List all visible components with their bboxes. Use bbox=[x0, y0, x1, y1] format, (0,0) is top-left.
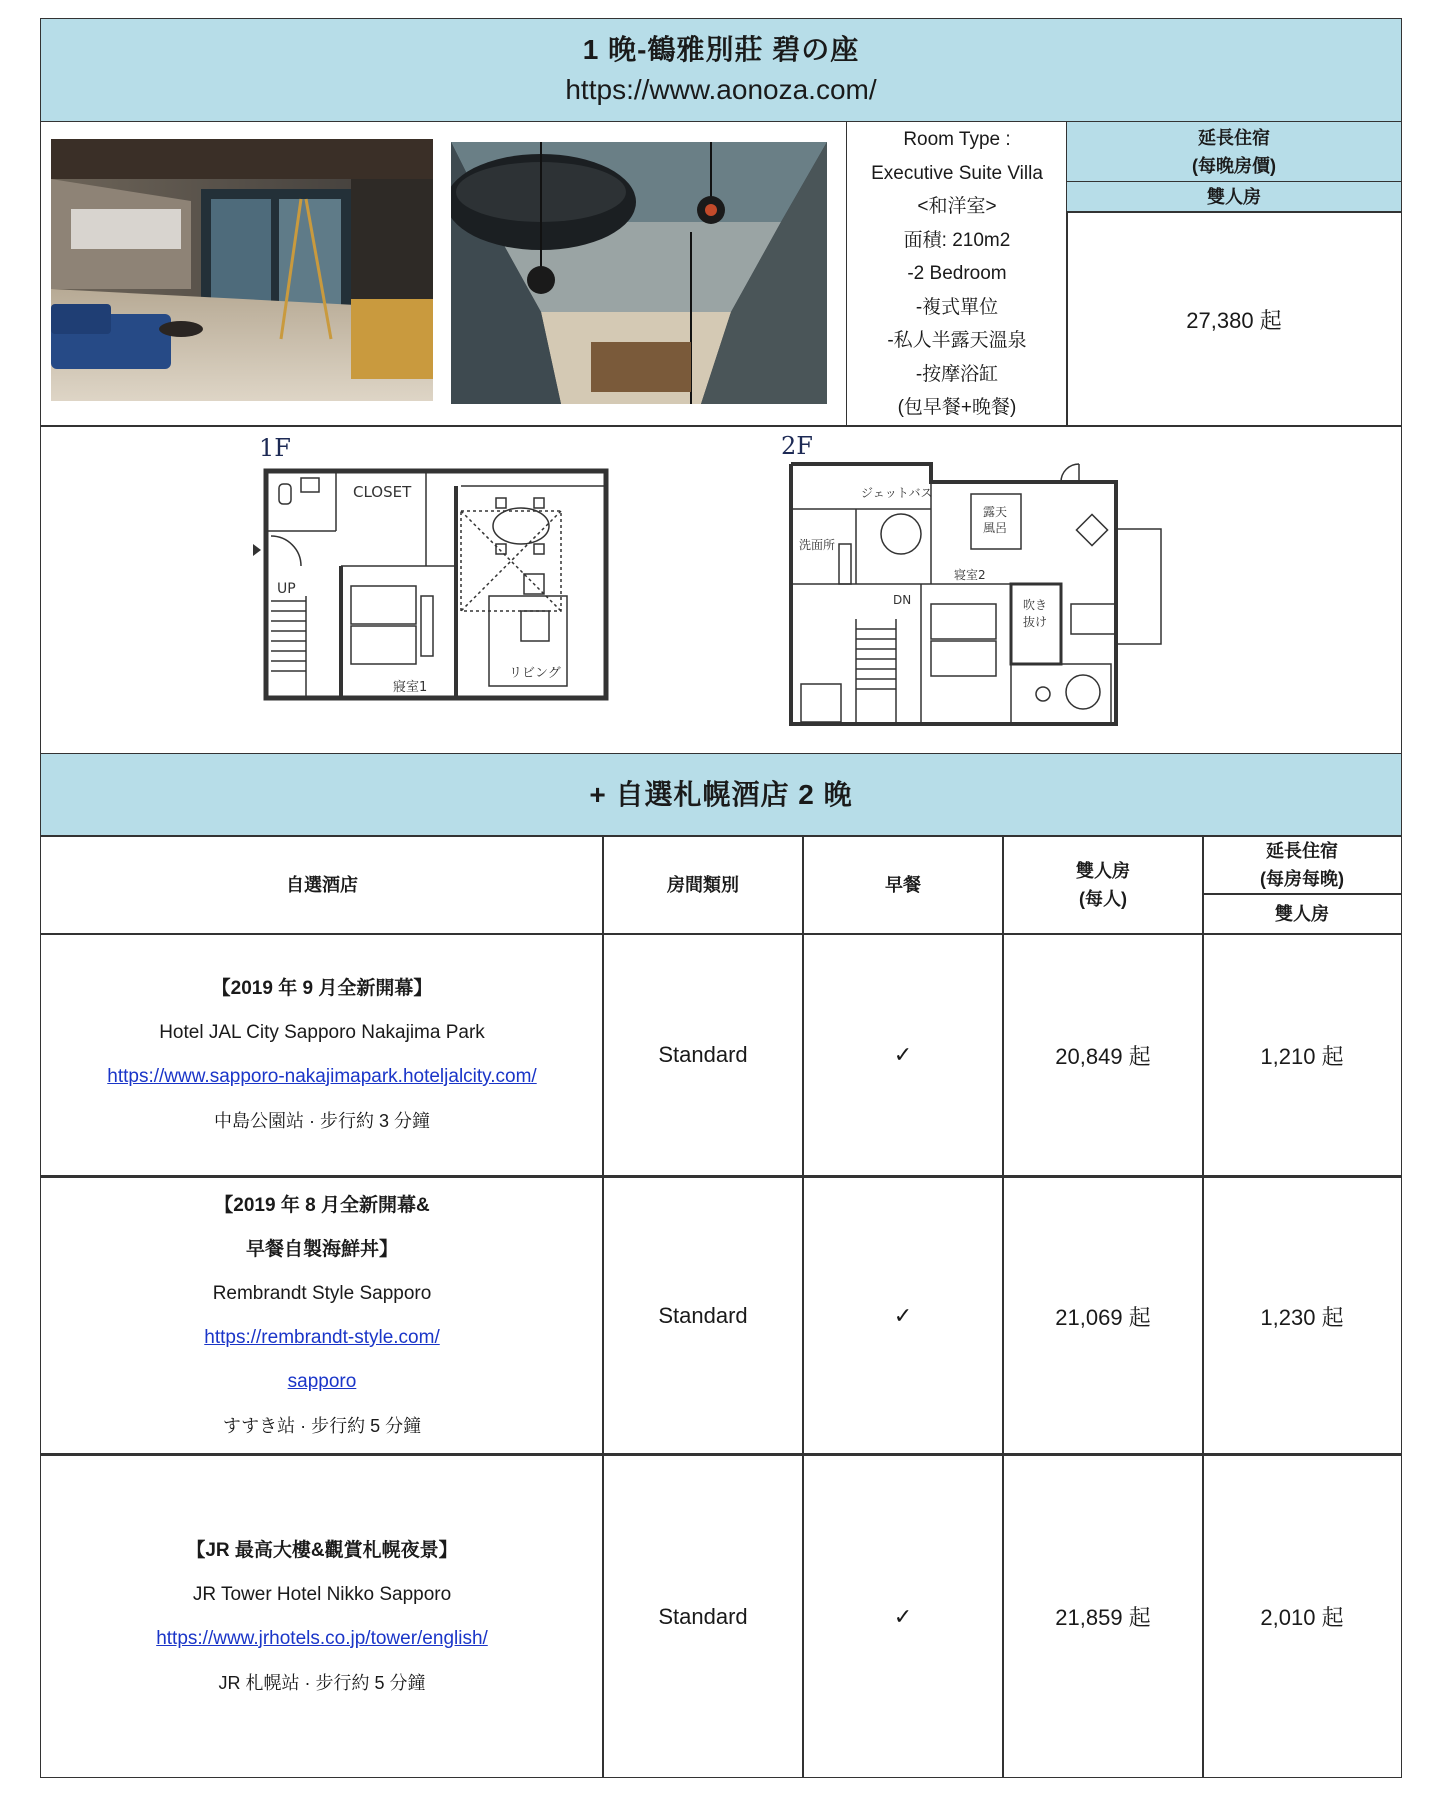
hotel-access: すすき站 · 步行約 5 分鐘 bbox=[222, 1416, 422, 1436]
room-type-value: Standard bbox=[658, 1303, 748, 1328]
extend-price-value: 1,230 起 bbox=[1260, 1304, 1344, 1330]
hotel-tag: 【2019 年 9 月全新開幕】 bbox=[211, 978, 433, 999]
table-row-hotel-cell bbox=[40, 933, 604, 1177]
dn-label: DN bbox=[893, 593, 912, 607]
floor1-label: 1F bbox=[259, 434, 291, 462]
double-room-header bbox=[1066, 181, 1402, 213]
room-info-line: -2 Bedroom bbox=[907, 263, 1007, 285]
room-info-line: Room Type : bbox=[903, 129, 1011, 151]
room-price: 27,380 起 bbox=[1186, 307, 1282, 333]
room-photo-stairwell bbox=[451, 142, 827, 404]
washroom-label: 洗面所 bbox=[799, 538, 836, 552]
void-label-2: 抜け bbox=[1023, 615, 1048, 629]
room-info-cell bbox=[846, 121, 1068, 427]
room-info-line: Executive Suite Villa bbox=[871, 162, 1043, 184]
table-row-extend bbox=[1202, 933, 1402, 1177]
table-row-breakfast bbox=[802, 1175, 1004, 1455]
table-row-hotel-cell bbox=[40, 1453, 604, 1778]
col-header-extend-double-label: 雙人房 bbox=[1275, 904, 1329, 924]
room-info-line: 面積: 210m2 bbox=[903, 229, 1011, 251]
double-room-label: 雙人房 bbox=[1207, 187, 1261, 207]
col-header-per-person-label: (每人) bbox=[1079, 889, 1127, 909]
table-row-extend bbox=[1202, 1175, 1402, 1455]
check-icon: ✓ bbox=[893, 1303, 913, 1328]
price-value: 21,069 起 bbox=[1055, 1304, 1151, 1330]
col-header-hotel bbox=[40, 835, 604, 935]
hotel-url[interactable]: https://www.aonoza.com/ bbox=[565, 74, 877, 105]
floor2-plan bbox=[771, 454, 1201, 734]
jetbath-label: ジェットバス bbox=[861, 486, 933, 500]
room-info-line: <和洋室> bbox=[917, 196, 997, 218]
hotel-name: Rembrandt Style Sapporo bbox=[212, 1283, 432, 1304]
col-header-hotel-label: 自選酒店 bbox=[286, 875, 358, 895]
table-row-room-type bbox=[602, 933, 804, 1177]
room-type-value: Standard bbox=[658, 1603, 748, 1629]
bedroom1-label: 寢室1 bbox=[393, 680, 428, 695]
col-header-extend-label: 延長住宿 bbox=[1266, 841, 1338, 861]
table-row-breakfast bbox=[802, 1453, 1004, 1778]
extend-stay-header bbox=[1066, 121, 1402, 183]
closet-label: CLOSET bbox=[353, 483, 412, 501]
table-row-breakfast bbox=[802, 933, 1004, 1177]
table-row-room-type bbox=[602, 1175, 804, 1455]
col-header-room-type bbox=[602, 835, 804, 935]
check-icon: ✓ bbox=[893, 1042, 913, 1067]
room-photos-cell bbox=[40, 121, 846, 427]
hotel-link[interactable]: sapporo bbox=[287, 1371, 357, 1392]
extend-price-value: 1,210 起 bbox=[1260, 1043, 1344, 1069]
per-night-label: (每晚房價) bbox=[1192, 156, 1276, 176]
price-value: 20,849 起 bbox=[1055, 1043, 1151, 1069]
col-header-double bbox=[1002, 835, 1204, 935]
col-header-extend-double bbox=[1202, 893, 1402, 935]
hotel-access: 中島公園站 · 步行約 3 分鐘 bbox=[213, 1111, 430, 1131]
floor1-plan bbox=[241, 466, 621, 726]
living-label: リビング bbox=[509, 666, 561, 681]
hotel-link[interactable]: https://rembrandt-style.com/ bbox=[204, 1327, 440, 1348]
table-row-hotel-cell bbox=[40, 1175, 604, 1455]
hotel-name: JR Tower Hotel Nikko Sapporo bbox=[192, 1583, 452, 1605]
table-row-extend bbox=[1202, 1453, 1402, 1778]
room-price-cell bbox=[1066, 211, 1402, 427]
hotel-link[interactable]: https://www.jrhotels.co.jp/tower/english/ bbox=[156, 1627, 488, 1649]
floor2-label: 2F bbox=[781, 432, 813, 460]
check-icon: ✓ bbox=[893, 1603, 913, 1629]
extend-price-value: 2,010 起 bbox=[1260, 1605, 1344, 1630]
col-header-double-label: 雙人房 bbox=[1076, 861, 1130, 881]
col-header-breakfast bbox=[802, 835, 1004, 935]
col-header-extend bbox=[1202, 835, 1402, 895]
room-info-line: -私人半露天溫泉 bbox=[887, 330, 1027, 352]
outdoor-bath-label-2: 風呂 bbox=[983, 521, 1008, 535]
hotel-tag: 【2019 年 8 月全新開幕& bbox=[214, 1195, 430, 1216]
table-row-price bbox=[1002, 1175, 1204, 1455]
hotel-access: JR 札幌站 · 步行約 5 分鐘 bbox=[218, 1672, 426, 1693]
hotel-tag: 【JR 最高大樓&觀賞札幌夜景】 bbox=[186, 1539, 458, 1561]
extend-stay-label: 延長住宿 bbox=[1198, 128, 1270, 148]
table-row-price bbox=[1002, 933, 1204, 1177]
hotel-name: Hotel JAL City Sapporo Nakajima Park bbox=[159, 1022, 485, 1043]
room-info-line: (包早餐+晚餐) bbox=[897, 397, 1017, 419]
table-row-room-type bbox=[602, 1453, 804, 1778]
floorplan-cell bbox=[40, 425, 1402, 755]
room-photo-bedroom bbox=[51, 139, 433, 401]
void-label-1: 吹き bbox=[1023, 598, 1048, 612]
up-label: UP bbox=[277, 581, 296, 597]
room-info-line: -按摩浴缸 bbox=[915, 363, 999, 385]
room-type-value: Standard bbox=[658, 1042, 748, 1067]
outdoor-bath-label-1: 露天 bbox=[983, 505, 1008, 519]
page-title: 1 晚-鶴雅別莊 碧の座 bbox=[582, 34, 860, 65]
col-header-breakfast-label: 早餐 bbox=[885, 875, 921, 895]
col-header-room-type-label: 房間類別 bbox=[667, 875, 739, 895]
room-info-line: -複式單位 bbox=[915, 296, 999, 318]
hotel-title-header bbox=[40, 18, 1402, 122]
bedroom2-label: 寝室2 bbox=[954, 568, 986, 582]
hotel-link[interactable]: https://www.sapporo-nakajimapark.hoteljalcity.com/ bbox=[107, 1066, 537, 1087]
table-row-price bbox=[1002, 1453, 1204, 1778]
hotel-tag: 早餐自製海鮮丼】 bbox=[245, 1239, 398, 1260]
sapporo-hotels-header bbox=[40, 753, 1402, 837]
section-title: + 自選札幌酒店 2 晚 bbox=[589, 779, 853, 810]
price-value: 21,859 起 bbox=[1055, 1605, 1151, 1630]
col-header-per-room-label: (每房每晚) bbox=[1260, 869, 1344, 889]
